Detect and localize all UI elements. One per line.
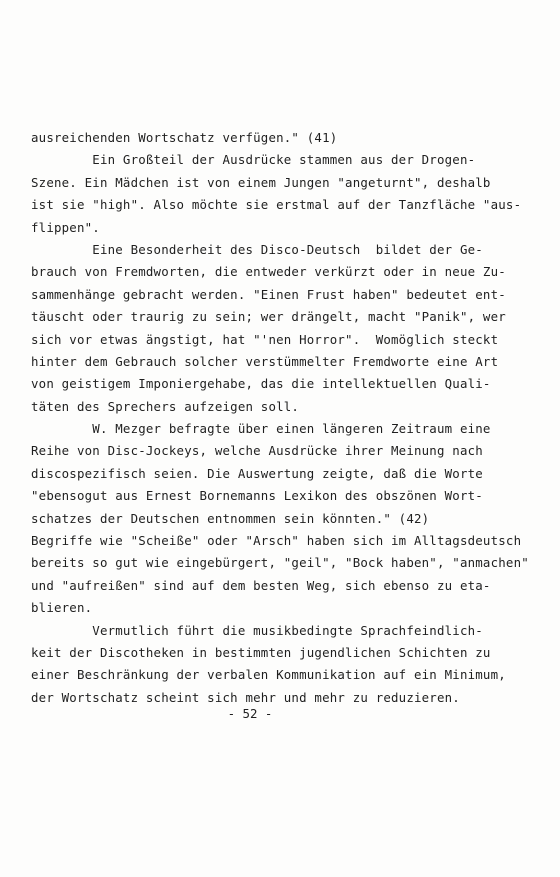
text-line: bereits so gut wie eingebürgert, "geil", "Bock haben", "anmachen" (31, 555, 529, 571)
text-line: Szene. Ein Mädchen ist von einem Jungen "angeturnt", deshalb (31, 174, 491, 190)
text-line: schatzes der Deutschen entnommen sein könnten." (42) (31, 510, 430, 526)
text-line: discospezifisch seien. Die Auswertung zeigte, daß die Worte (31, 465, 483, 481)
text-line: Begriffe wie "Scheiße" oder "Arsch" haben sich im Alltagsdeutsch (31, 533, 522, 549)
text-line: Eine Besonderheit des Disco-Deutsch bildet der Ge- (31, 241, 483, 257)
text-line: Vermutlich führt die musikbedingte Sprachfeindlich- (31, 622, 483, 638)
body-text (31, 127, 531, 709)
text-line: flippen". (31, 219, 100, 235)
text-line: ist sie "high". Also möchte sie erstmal auf der Tanzfläche "aus- (31, 197, 522, 213)
text-line: Reihe von Disc-Jockeys, welche Ausdrücke ihrer Meinung nach (31, 443, 483, 459)
text-line: sammenhänge gebracht werden. "Einen Frust haben" bedeutet ent- (31, 286, 506, 302)
text-line: ausreichenden Wortschatz verfügen." (41) (31, 130, 338, 145)
text-line: W. Mezger befragte über einen längeren Zeitraum eine (31, 421, 491, 437)
text-line: keit der Discotheken in bestimmten jugendlichen Schichten zu (31, 644, 491, 660)
text-line: brauch von Fremdworten, die entweder verkürzt oder in neue Zu- (31, 264, 506, 280)
page-number: - 52 - (227, 706, 273, 721)
text-line: und "aufreißen" sind auf dem besten Weg, sich ebenso zu eta- (31, 577, 491, 593)
text-line: Ein Großteil der Ausdrücke stammen aus der Drogen- (31, 152, 476, 168)
text-line: blieren. (31, 600, 93, 616)
text-line: von geistigem Imponiergehabe, das die intellektuellen Quali- (31, 376, 491, 392)
text-line: täuscht oder traurig zu sein; wer drängelt, macht "Panik", wer (31, 309, 506, 325)
text-line: hinter dem Gebrauch solcher verstümmelter Fremdworte eine Art (31, 353, 499, 369)
text-line: der Wortschatz scheint sich mehr und mehr zu reduzieren. (31, 689, 460, 705)
text-line: "ebensogut aus Ernest Bornemanns Lexikon des obszönen Wort- (31, 488, 483, 504)
text-line: sich vor etwas ängstigt, hat "'nen Horror". Womöglich steckt (31, 331, 499, 347)
text-line: täten des Sprechers aufzeigen soll. (31, 398, 300, 414)
text-line: einer Beschränkung der verbalen Kommunikation auf ein Minimum, (31, 667, 506, 683)
